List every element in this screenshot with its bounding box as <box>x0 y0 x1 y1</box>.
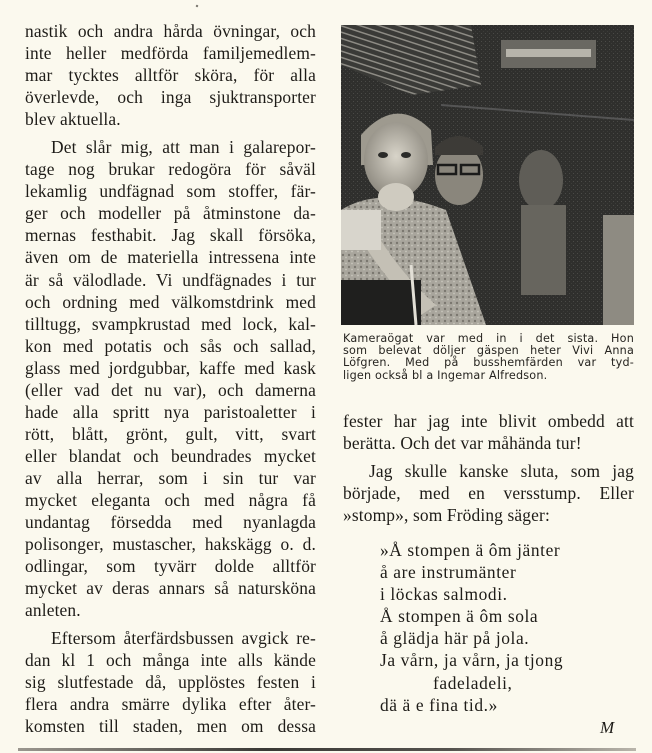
text-line: Det slår mig, att man i galarepor- <box>51 137 316 158</box>
author-signature: M <box>600 718 615 737</box>
print-speck <box>196 5 199 8</box>
woman-eye-left <box>378 152 388 158</box>
text-line: började, med en versstump. Eller <box>343 483 634 504</box>
poem-line: å are instrumänter <box>380 562 517 583</box>
poem-quote <box>380 539 563 716</box>
text-line: Jag skulle kanske sluta, som jag <box>369 461 634 482</box>
text-line: rött, blått, grönt, gult, vitt, svart <box>25 423 316 444</box>
text-line: »stomp», som Fröding säger: <box>343 505 550 526</box>
background-passenger-body <box>521 205 566 295</box>
text-line: nastik och andra hårda övningar, och <box>25 21 316 41</box>
text-line: dan kl 1 och många inte alls kände <box>25 650 316 671</box>
right-column <box>343 410 634 526</box>
photo-illustration <box>341 25 634 325</box>
text-line: inte heller medförda familjemedlem- <box>25 43 316 64</box>
text-line: odlingar, som tyvärr dolde alltför <box>25 556 316 577</box>
text-line: polisonger, mustascher, hakskägg o. d. <box>25 534 316 555</box>
text-line: berätta. Och det var måhända tur! <box>343 433 582 454</box>
text-line: och ordning med välkomstdrink med <box>25 291 316 312</box>
caption-line: Löfgren. Med på busshemfärden var tyd- <box>343 356 634 370</box>
text-line: överlevde, och inga sjuktransporter <box>25 87 316 108</box>
caption-line: Kameraögat var med in i det sista. Hon <box>343 332 634 345</box>
text-line: glass med jordgubbar, kaffe med kask <box>25 357 316 378</box>
paragraph-2 <box>25 136 316 621</box>
paragraph-5 <box>343 460 634 526</box>
text-line: eller blandat och beundrades mycket <box>25 445 316 466</box>
text-line: mycket av deras annars så natursköna <box>25 578 316 599</box>
right-passenger <box>603 215 634 325</box>
bottom-rule <box>18 748 636 751</box>
poem-line: Å stompen ä ôm sola <box>380 606 539 627</box>
poem-line: i löckas salmodi. <box>380 584 508 605</box>
poem-line: Ja vårn, ja vårn, ja tjong <box>380 650 564 671</box>
left-column <box>25 20 316 738</box>
text-line: av alla herrar, som i sin tur var <box>25 467 316 488</box>
text-line: mycket eleganta och med några få <box>25 489 316 510</box>
poem-line: dä ä e fina tid.» <box>380 694 498 715</box>
text-line: anleten. <box>25 600 81 621</box>
paragraph-1 <box>25 20 316 130</box>
text-line: Eftersom återfärdsbussen avgick re- <box>51 628 316 649</box>
seat-back <box>341 280 421 325</box>
text-line: (eller vad det nu var), och damerna <box>25 379 316 400</box>
text-line: tage nog brukar redogöra för såväl <box>25 159 316 180</box>
text-line: fester har jag inte blivit ombedd att <box>343 411 634 431</box>
caption-line: som belevat döljer gäspen heter Vivi Anna <box>343 344 634 358</box>
text-line: tilltugg, svampkrustad med lock, kal- <box>25 313 316 334</box>
poem-line: fadeladeli, <box>433 672 513 693</box>
text-line: komsten till staden, men om dessa <box>25 716 316 737</box>
text-line: mar tycktes alltför sköra, för alla <box>25 65 316 86</box>
white-seat-cover <box>341 210 381 250</box>
text-line: även om de materiella intressena inte <box>25 247 316 268</box>
text-line: kon med potatis och sås och sallad, <box>25 335 316 356</box>
text-line: mernas festhabit. Jag skall försöka, <box>25 225 316 246</box>
paragraph-3 <box>25 627 316 737</box>
text-line: blev aktuella. <box>25 109 121 130</box>
caption-line: ligen också bl a Ingemar Alfredson. <box>343 368 548 382</box>
text-line: ger och modeller på åtminstone da- <box>25 203 316 224</box>
poem-line: å glädja här på jola. <box>380 628 530 649</box>
woman-eye-right <box>401 152 411 158</box>
text-line: hade alla spritt nya paristoaletter i <box>25 401 316 422</box>
speaker-grille <box>506 49 591 57</box>
poem-line: »Å stompen ä ôm jänter <box>380 540 561 560</box>
text-line: lekamlig undfägnad som stoffer, fär- <box>25 181 316 202</box>
text-line: flera andra smärre dylika efter åter- <box>25 694 316 715</box>
background-passenger <box>519 150 563 210</box>
bus-party-photo <box>341 25 634 325</box>
photo-caption <box>343 333 634 382</box>
text-line: sig slutfestade då, upplöstes festen i <box>25 672 316 693</box>
woman-hand <box>378 183 414 211</box>
text-line: är så välodlade. Vi undfägnades i tur <box>25 269 316 290</box>
text-line: undantag försedda med nyanlagda <box>25 512 316 533</box>
paragraph-4 <box>343 410 634 454</box>
